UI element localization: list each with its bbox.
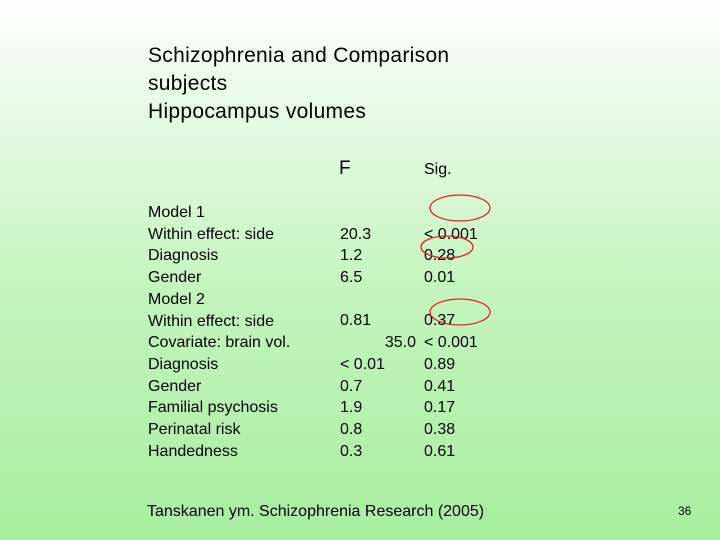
page-number: 36: [678, 504, 692, 518]
row-label: Model 1: [148, 204, 205, 221]
title-line-2: subjects: [148, 72, 228, 95]
row-label: Covariate: brain vol.: [148, 334, 291, 352]
row-label: Familial psychosis: [148, 399, 278, 417]
sig-value: 0.01: [424, 269, 456, 287]
row-label: Diagnosis: [148, 247, 219, 265]
sig-value: 0.41: [424, 377, 456, 395]
row-label: Gender: [148, 377, 202, 395]
f-value: 0.7: [340, 377, 363, 395]
f-value: < 0.01: [340, 355, 385, 373]
sig-value: 0.61: [424, 442, 456, 460]
highlight-circle-sig-model1: [430, 195, 490, 221]
row-label: Diagnosis: [148, 355, 219, 373]
highlight-circle-sig-diagnosis: [421, 236, 473, 258]
column-header-f: F: [339, 158, 351, 179]
sig-value: 0.37: [424, 312, 456, 330]
citation: Tanskanen ym. Schizophrenia Research (2005): [147, 503, 485, 520]
f-value: 1.2: [340, 247, 363, 265]
sig-value: < 0.001: [424, 334, 478, 352]
row-label: Within effect: side: [148, 312, 274, 330]
f-value: 6.5: [340, 269, 363, 287]
sig-value: 0.17: [424, 399, 456, 417]
f-value: 0.8: [340, 420, 363, 438]
sig-value: 0.28: [424, 247, 456, 265]
highlight-circle-sig-side-model2: [430, 299, 490, 325]
f-value: 0.81: [340, 312, 372, 330]
f-value: 35.0: [384, 334, 416, 352]
column-header-sig: Sig.: [424, 161, 452, 178]
sig-value: < 0.001: [424, 225, 478, 243]
f-value: 20.3: [340, 225, 372, 243]
sig-value: 0.38: [424, 420, 456, 438]
f-value: 0.3: [340, 442, 363, 460]
row-label: Handedness: [148, 442, 238, 460]
title-line-1: Schizophrenia and Comparison: [148, 44, 450, 67]
title-line-3: Hippocampus volumes: [148, 100, 367, 123]
f-value: 1.9: [340, 399, 363, 417]
sig-value: 0.89: [424, 355, 456, 373]
row-label: Gender: [148, 269, 202, 287]
row-label: Model 2: [148, 290, 205, 308]
row-label: Within effect: side: [148, 225, 274, 243]
row-label: Perinatal risk: [148, 421, 241, 439]
